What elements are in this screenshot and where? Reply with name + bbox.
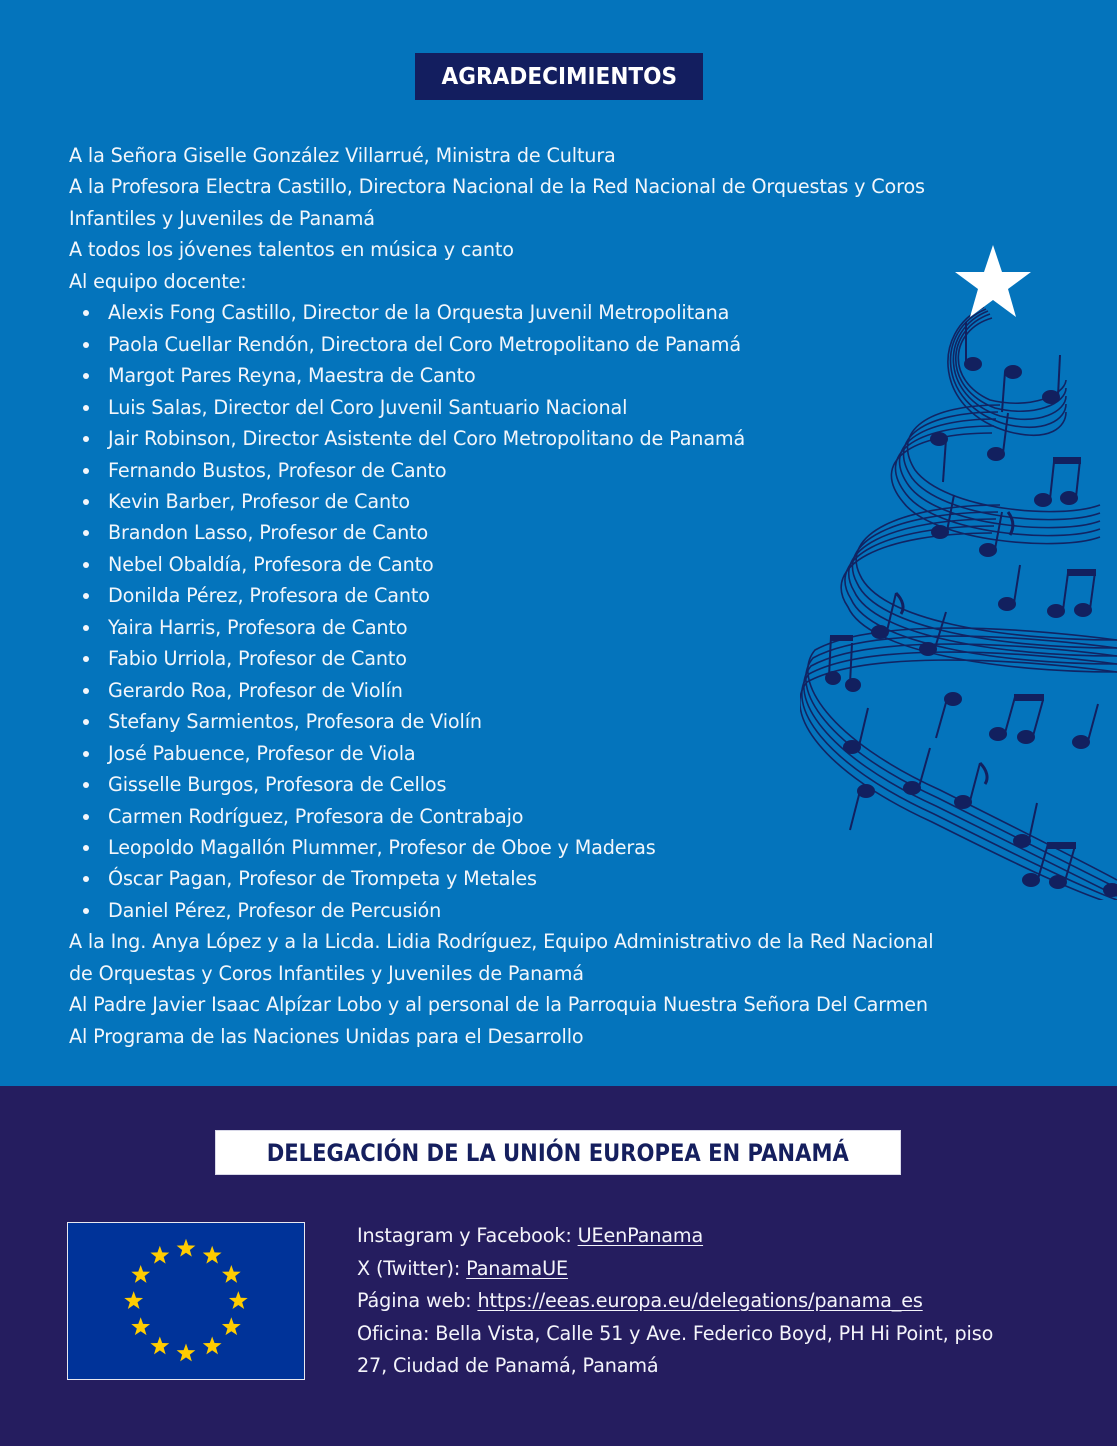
teacher-list-item: Gerardo Roa, Profesor de Violín (108, 675, 1029, 706)
teacher-list-item: Jair Robinson, Director Asistente del Coro Metropolitano de Panamá (108, 423, 1029, 454)
twitter-row (357, 1253, 1097, 1286)
closing-line: Al Programa de las Naciones Unidas para el Desarrollo (69, 1024, 584, 1048)
closing-line: Al Padre Javier Isaac Alpízar Lobo y al personal de la Parroquia Nuestra Señora Del Carmen (69, 993, 928, 1017)
office-address-line: 27, Ciudad de Panamá, Panamá (357, 1354, 659, 1378)
web-row (357, 1285, 1097, 1318)
teacher-list-item: Donilda Pérez, Profesora de Canto (108, 580, 1029, 611)
twitter-label: X (Twitter): (357, 1256, 467, 1280)
social-handle-link[interactable]: UEenPanama (577, 1224, 704, 1247)
teacher-list-item: Yaira Harris, Profesora de Canto (108, 612, 1029, 643)
contact-info (357, 1220, 1097, 1383)
teacher-list-item: Carmen Rodríguez, Profesora de Contrabajo (108, 801, 1029, 832)
intro-line: A todos los jóvenes talentos en música y canto (69, 238, 514, 262)
intro-line: Infantiles y Juveniles de Panamá (69, 206, 375, 230)
teacher-list-item: Kevin Barber, Profesor de Canto (108, 486, 1029, 517)
intro-line: A la Profesora Electra Castillo, Directora Nacional de la Red Nacional de Orquestas y Coros (69, 175, 925, 199)
teacher-list-item: Luis Salas, Director del Coro Juvenil Santuario Nacional (108, 392, 1029, 423)
teacher-list-item: Margot Pares Reyna, Maestra de Canto (108, 360, 1029, 391)
website-link[interactable]: https://eeas.europa.eu/delegations/panama_es (477, 1289, 923, 1313)
teacher-list-item: Brandon Lasso, Profesor de Canto (108, 517, 1029, 548)
teacher-list-item: José Pabuence, Profesor de Viola (108, 738, 1029, 769)
teacher-list-item: Óscar Pagan, Profesor de Trompeta y Metales (108, 863, 1029, 894)
teacher-list-item: Alexis Fong Castillo, Director de la Orquesta Juvenil Metropolitana (108, 297, 1029, 328)
intro-line: A la Señora Giselle González Villarrué, Ministra de Cultura (69, 144, 616, 167)
teacher-list-item: Fernando Bustos, Profesor de Canto (108, 455, 1029, 486)
delegation-section (0, 1086, 1117, 1446)
teacher-list-item: Fabio Urriola, Profesor de Canto (108, 643, 1029, 674)
office-address-line: Oficina: Bella Vista, Calle 51 y Ave. Federico Boyd, PH Hi Point, piso (357, 1321, 994, 1345)
star-icon (955, 245, 1031, 317)
eu-flag-icon (67, 1222, 305, 1380)
twitter-handle-link[interactable]: PanamaUE (466, 1256, 568, 1280)
teacher-list-item: Stefany Sarmientos, Profesora de Violín (108, 706, 1029, 737)
acknowledgements-title: AGRADECIMIENTOS (441, 63, 677, 90)
delegation-title: DELEGACIÓN DE LA UNIÓN EUROPEA EN PANAMÁ (266, 1138, 850, 1167)
acknowledgements-title-box (415, 53, 703, 100)
delegation-title-box (215, 1130, 901, 1175)
closing-line: de Orquestas y Coros Infantiles y Juveniles de Panamá (69, 961, 584, 985)
social-label: Instagram y Facebook: (357, 1224, 578, 1247)
teacher-list-item: Paola Cuellar Rendón, Directora del Coro Metropolitano de Panamá (108, 329, 1029, 360)
teacher-list-item: Nebel Obaldía, Profesora de Canto (108, 549, 1029, 580)
web-label: Página web: (357, 1289, 478, 1313)
teacher-list-item: Daniel Pérez, Profesor de Percusión (108, 895, 1029, 926)
intro-line: Al equipo docente: (69, 269, 247, 293)
teacher-list-item: Leopoldo Magallón Plummer, Profesor de Oboe y Maderas (108, 832, 1029, 863)
closing-line: A la Ing. Anya López y a la Licda. Lidia Rodríguez, Equipo Administrativo de la Red Nacional (69, 930, 934, 954)
music-note-christmas-tree-icon (800, 240, 1117, 900)
teacher-list-item: Gisselle Burgos, Profesora de Cellos (108, 769, 1029, 800)
social-row (357, 1220, 1097, 1253)
